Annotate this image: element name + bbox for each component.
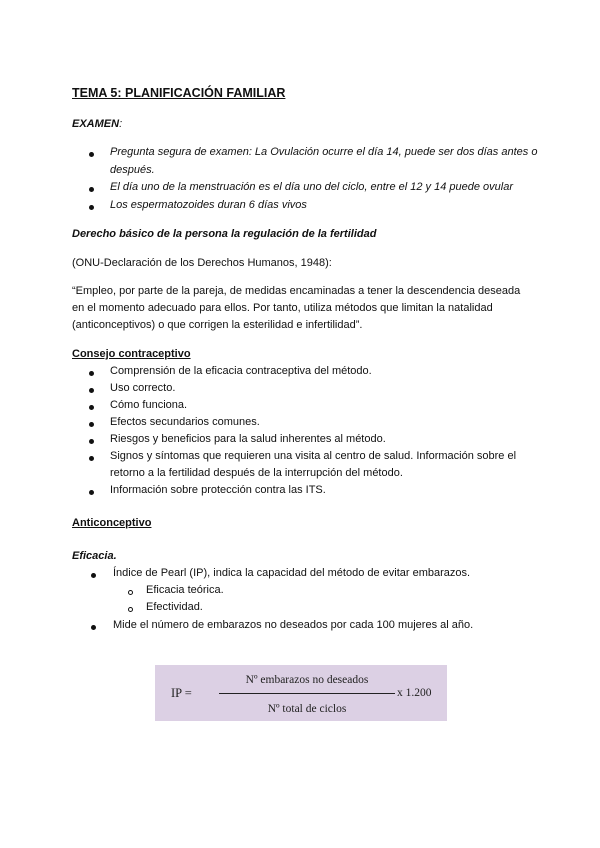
bullet-icon bbox=[91, 573, 96, 578]
exam-label bbox=[72, 118, 122, 130]
consejo-item-7: Información sobre protección contra las ITS. bbox=[110, 484, 326, 496]
page-title: TEMA 5: PLANIFICACIÓN FAMILIAR bbox=[72, 86, 286, 100]
formula-denominator: Nº total de ciclos bbox=[267, 703, 347, 715]
rights-quote-line-3: (anticonceptivos) o que corrigen la esterilidad e infertilidad”. bbox=[72, 319, 363, 331]
pearl-item: Índice de Pearl (IP), indica la capacidad del método de evitar embarazos. bbox=[113, 567, 471, 579]
exam-colon: : bbox=[119, 118, 123, 130]
consejo-item-6-line-2: retorno a la fertilidad después de la interrupción del método. bbox=[110, 467, 403, 479]
consejo-item-2: Uso correcto. bbox=[110, 382, 176, 394]
consejo-item-6-line-1: Signos y síntomas que requieren una visita al centro de salud. Información sobre el bbox=[110, 450, 517, 462]
consejo-heading: Consejo contraceptivo bbox=[72, 348, 191, 360]
consejo-item-1: Comprensión de la eficacia contraceptiva del método. bbox=[110, 365, 372, 377]
sub-item-efectividad: Efectividad. bbox=[146, 601, 203, 613]
bullet-icon bbox=[89, 439, 94, 444]
exam-item-1-line-2: después. bbox=[110, 164, 155, 176]
bullet-icon bbox=[91, 625, 96, 630]
bullet-icon bbox=[89, 152, 94, 157]
rights-heading: Derecho básico de la persona la regulación de la fertilidad bbox=[72, 228, 377, 240]
exam-label-text: EXAMEN bbox=[72, 118, 120, 130]
formula-lhs: IP = bbox=[171, 686, 192, 700]
eficacia-heading: Eficacia. bbox=[72, 550, 117, 562]
bullet-icon bbox=[89, 187, 94, 192]
consejo-item-5: Riesgos y beneficios para la salud inherentes al método. bbox=[110, 433, 386, 445]
bullet-icon bbox=[89, 456, 94, 461]
pearl-index-formula bbox=[155, 665, 447, 721]
rights-quote-line-2: en el momento adecuado para ellos. Por tanto, utiliza métodos que limitan la natalidad bbox=[72, 302, 493, 314]
anticonceptivo-heading: Anticonceptivo bbox=[72, 517, 152, 529]
formula-numerator: Nº embarazos no deseados bbox=[245, 674, 369, 686]
consejo-item-4: Efectos secundarios comunes. bbox=[110, 416, 260, 428]
mide-item: Mide el número de embarazos no deseados por cada 100 mujeres al año. bbox=[113, 619, 474, 631]
bullet-icon bbox=[89, 490, 94, 495]
exam-item-3: Los espermatozoides duran 6 días vivos bbox=[110, 199, 307, 211]
sub-item-eficacia-teorica: Eficacia teórica. bbox=[146, 584, 224, 596]
bullet-icon bbox=[89, 205, 94, 210]
bullet-icon bbox=[89, 422, 94, 427]
exam-item-2: El día uno de la menstruación es el día uno del ciclo, entre el 12 y 14 puede ovular bbox=[110, 181, 513, 193]
exam-item-1-line-1: Pregunta segura de examen: La Ovulación ocurre el día 14, puede ser dos días antes o bbox=[110, 146, 538, 158]
formula-fraction-bar bbox=[219, 693, 395, 694]
formula-multiplier: x 1.200 bbox=[397, 687, 432, 699]
rights-quote-line-1: “Empleo, por parte de la pareja, de medidas encaminadas a tener la descendencia deseada bbox=[72, 285, 521, 297]
sub-bullet-icon bbox=[128, 590, 133, 595]
consejo-item-3: Cómo funciona. bbox=[110, 399, 188, 411]
rights-source: (ONU-Declaración de los Derechos Humanos, 1948): bbox=[72, 257, 332, 269]
bullet-icon bbox=[89, 371, 94, 376]
sub-bullet-icon bbox=[128, 607, 133, 612]
bullet-icon bbox=[89, 388, 94, 393]
bullet-icon bbox=[89, 405, 94, 410]
